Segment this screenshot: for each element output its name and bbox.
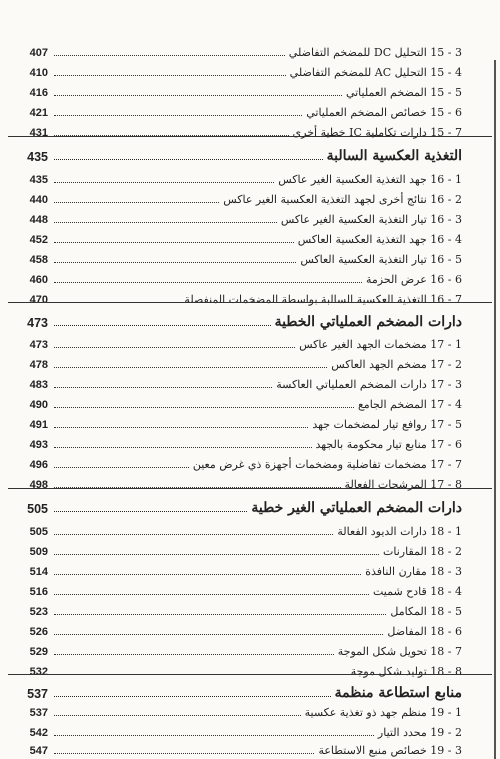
- chapter-title: التغذية العكسية السالبة: [326, 148, 462, 164]
- toc-entry[interactable]: [8, 706, 462, 719]
- toc-page-number: 547: [29, 745, 48, 757]
- dot-leader: [54, 714, 301, 716]
- dot-leader: [54, 533, 333, 535]
- toc-entry[interactable]: [8, 233, 462, 246]
- dot-leader: [54, 94, 342, 96]
- toc-entry-title: 7 - 16 التغذية العكسية السالبة بواسطة المضخمات المنفصلة: [184, 293, 462, 306]
- toc-entry-title: 1 - 18 دارات الديود الفعالة: [337, 525, 462, 538]
- toc-page-number: 493: [29, 439, 48, 451]
- dot-leader: [54, 201, 219, 203]
- dot-leader: [54, 281, 362, 283]
- dot-leader: [54, 593, 369, 595]
- toc-page-number: 470: [29, 294, 48, 306]
- toc-entry-title: 6 - 18 المفاضل: [387, 625, 462, 638]
- toc-entry[interactable]: [8, 545, 462, 558]
- page-edge-shadow: [494, 60, 496, 759]
- toc-entry-title: 8 - 17 المرشحات الفعالة: [344, 478, 462, 491]
- dot-leader: [54, 114, 302, 116]
- toc-page-number: 435: [29, 174, 48, 186]
- toc-entry-title: 3 - 17 دارات المضخم العملياتي العاكسة: [276, 378, 462, 391]
- toc-page-number: 529: [29, 646, 48, 658]
- toc-page-number: 498: [29, 479, 48, 491]
- toc-entry[interactable]: [8, 726, 462, 739]
- dot-leader: [54, 573, 361, 575]
- toc-page-number: 435: [27, 150, 48, 164]
- toc-entry[interactable]: [8, 66, 462, 79]
- toc-entry[interactable]: [8, 418, 462, 431]
- dot-leader: [54, 221, 277, 223]
- section-divider: [8, 136, 492, 137]
- toc-entry-title: 2 - 18 المقارنات: [383, 545, 462, 558]
- dot-leader: [54, 74, 286, 76]
- dot-leader: [54, 158, 323, 160]
- toc-page-number: 537: [29, 707, 48, 719]
- section-divider: [8, 674, 492, 675]
- section-divider: [8, 302, 492, 303]
- dot-leader: [54, 734, 374, 736]
- toc-entry-title: 6 - 17 منابع تيار محكومة بالجهد: [315, 438, 462, 451]
- toc-entry-title: 1 - 17 مضخمات الجهد الغير عاكس: [299, 338, 462, 351]
- toc-chapter-heading[interactable]: [8, 314, 462, 330]
- toc-entry-title: 2 - 16 نتائج أخرى لجهد التغذية العكسية الغير عاكس: [223, 193, 462, 206]
- toc-page-number: 448: [29, 214, 48, 226]
- dot-leader: [54, 54, 285, 56]
- toc-entry[interactable]: [8, 744, 462, 757]
- toc-chapter-heading[interactable]: [8, 148, 462, 164]
- toc-entry[interactable]: [8, 585, 462, 598]
- toc-entry[interactable]: [8, 625, 462, 638]
- toc-entry[interactable]: [8, 398, 462, 411]
- toc-page-number: 537: [27, 687, 48, 701]
- toc-entry[interactable]: [8, 478, 462, 491]
- dot-leader: [54, 241, 294, 243]
- toc-entry[interactable]: [8, 458, 462, 471]
- toc-entry[interactable]: [8, 565, 462, 578]
- dot-leader: [54, 181, 274, 183]
- toc-entry-title: 3 - 15 التحليل DC للمضخم التفاضلي: [288, 46, 462, 59]
- toc-entry[interactable]: [8, 665, 462, 678]
- toc-entry-title: 3 - 19 خصائص منبع الاستطاعة: [318, 744, 462, 757]
- toc-entry-title: 7 - 17 مضخمات تفاضلية ومضخمات أجهزة ذي غرض معين: [192, 458, 462, 471]
- toc-entry-title: 7 - 18 تحويل شكل الموجة: [337, 645, 462, 658]
- toc-entry-title: 1 - 19 منظم جهد ذو تغذية عكسية: [304, 706, 462, 719]
- dot-leader: [54, 426, 308, 428]
- toc-entry-title: 6 - 15 خصائص المضخم العملياتي: [306, 106, 462, 119]
- chapter-title: دارات المضخم العملياتي الخطية: [274, 314, 462, 330]
- toc-entry-title: 4 - 18 قادح شميت: [372, 585, 462, 598]
- toc-entry-title: 7 - 15 دارات تكاملية IC خطية أخرى: [292, 126, 462, 139]
- dot-leader: [54, 695, 331, 697]
- toc-page-number: 407: [29, 47, 48, 59]
- dot-leader: [54, 653, 334, 655]
- toc-entry[interactable]: [8, 338, 462, 351]
- dot-leader: [54, 324, 271, 326]
- toc-page-number: 458: [29, 254, 48, 266]
- toc-page-number: 416: [29, 87, 48, 99]
- toc-entry-title: 2 - 17 مضخم الجهد العاكس: [331, 358, 462, 371]
- toc-entry[interactable]: [8, 253, 462, 266]
- dot-leader: [54, 510, 247, 512]
- toc-entry-title: 2 - 19 محدد التيار: [377, 726, 462, 739]
- toc-page-number: 505: [27, 502, 48, 516]
- toc-entry[interactable]: [8, 193, 462, 206]
- toc-page-number: 496: [29, 459, 48, 471]
- toc-entry[interactable]: [8, 438, 462, 451]
- dot-leader: [54, 366, 327, 368]
- toc-page-number: 473: [29, 339, 48, 351]
- toc-page-number: 523: [29, 606, 48, 618]
- toc-entry[interactable]: [8, 173, 462, 186]
- section-divider: [8, 488, 492, 489]
- toc-entry[interactable]: [8, 645, 462, 658]
- toc-entry-title: 1 - 16 جهد التغذية العكسية الغير عاكس: [278, 173, 462, 186]
- toc-page-number: 490: [29, 399, 48, 411]
- toc-entry-title: 3 - 18 مقارن النافذة: [365, 565, 462, 578]
- toc-chapter-heading[interactable]: [8, 685, 462, 701]
- toc-page-number: 516: [29, 586, 48, 598]
- toc-entry[interactable]: [8, 86, 462, 99]
- toc-entry[interactable]: [8, 378, 462, 391]
- toc-entry[interactable]: [8, 525, 462, 538]
- toc-page-number: 410: [29, 67, 48, 79]
- toc-page-number: 478: [29, 359, 48, 371]
- toc-page-number: 514: [29, 566, 48, 578]
- toc-entry-title: 5 - 18 المكامل: [390, 605, 462, 618]
- toc-page-number: 460: [29, 274, 48, 286]
- toc-entry-title: 8 - 18 توليد شكل موجة: [350, 665, 462, 678]
- toc-page-number: 505: [29, 526, 48, 538]
- toc-entry-title: 5 - 16 تيار التغذية العكسية العاكس: [300, 253, 462, 266]
- toc-page-number: 509: [29, 546, 48, 558]
- toc-entry-title: 5 - 17 روافع تيار لمضخمات جهد: [312, 418, 462, 431]
- toc-page-number: 431: [29, 127, 48, 139]
- toc-entry[interactable]: [8, 293, 462, 306]
- toc-entry[interactable]: [8, 106, 462, 119]
- toc-page-number: 473: [27, 316, 48, 330]
- dot-leader: [54, 752, 314, 754]
- toc-entry-title: 4 - 15 التحليل AC للمضخم التفاضلي: [289, 66, 462, 79]
- toc-entry[interactable]: [8, 605, 462, 618]
- dot-leader: [54, 446, 312, 448]
- dot-leader: [54, 346, 295, 348]
- dot-leader: [54, 386, 272, 388]
- toc-entry-title: 4 - 17 المضخم الجامع: [357, 398, 462, 411]
- toc-page-number: 483: [29, 379, 48, 391]
- dot-leader: [54, 613, 386, 615]
- chapter-title: منابع استطاعة منظمة: [334, 685, 462, 701]
- dot-leader: [54, 553, 379, 555]
- toc-entry-title: 6 - 16 عرض الحزمة: [365, 273, 462, 286]
- dot-leader: [54, 466, 189, 468]
- toc-entry-title: 4 - 16 جهد التغذية العكسية العاكس: [297, 233, 462, 246]
- toc-page-number: 440: [29, 194, 48, 206]
- dot-leader: [54, 406, 354, 408]
- toc-entry[interactable]: [8, 358, 462, 371]
- toc-page-number: 526: [29, 626, 48, 638]
- toc-page-number: 532: [29, 666, 48, 678]
- dot-leader: [54, 261, 296, 263]
- dot-leader: [54, 633, 383, 635]
- toc-entry[interactable]: [8, 213, 462, 226]
- toc-chapter-heading[interactable]: [8, 500, 462, 516]
- chapter-title: دارات المضخم العملياتي الغير خطية: [251, 500, 462, 516]
- toc-entry[interactable]: [8, 46, 462, 59]
- toc-page-number: 452: [29, 234, 48, 246]
- toc-entry-title: 3 - 16 تيار التغذية العكسية الغير عاكس: [280, 213, 462, 226]
- toc-entry-title: 5 - 15 المضخم العملياتي: [345, 86, 462, 99]
- toc-page-number: 491: [29, 419, 48, 431]
- toc-entry[interactable]: [8, 273, 462, 286]
- toc-entry[interactable]: [8, 126, 462, 139]
- toc-page-number: 421: [29, 107, 48, 119]
- toc-page-number: 542: [29, 727, 48, 739]
